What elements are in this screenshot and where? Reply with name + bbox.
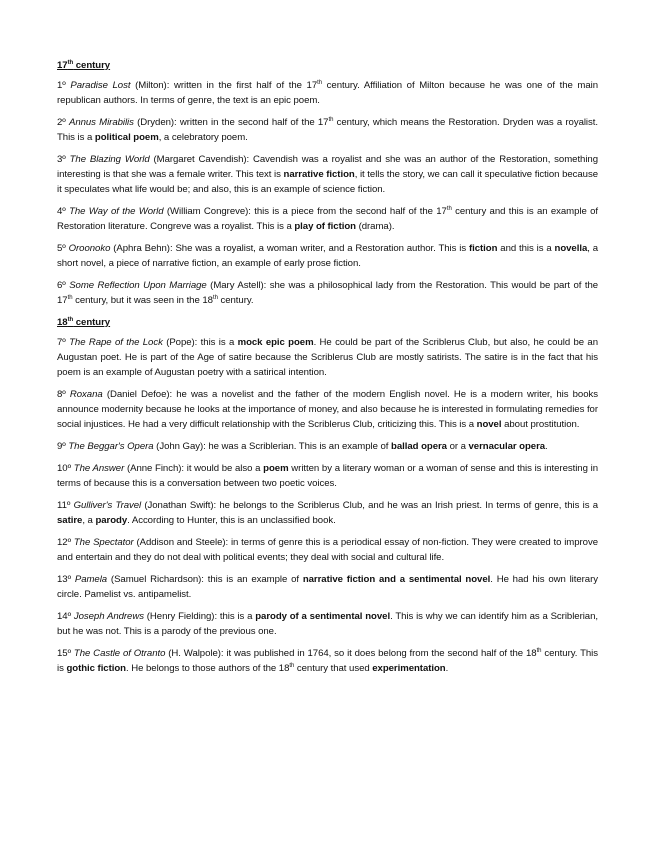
work-title: Paradise Lost <box>70 80 131 91</box>
ordinal-suffix: th <box>289 663 295 669</box>
text-run: 8º <box>57 389 70 400</box>
work-title: Some Reflection Upon Marriage <box>69 280 207 291</box>
text-run: 13º <box>57 574 75 585</box>
ordinal-suffix: th <box>446 206 452 212</box>
text-run: (drama). <box>355 221 395 232</box>
text-run: . He belongs to those authors of the 18 <box>125 663 290 674</box>
text-run: about prostitution. <box>501 419 580 430</box>
ordinal-suffix: th <box>536 648 542 654</box>
genre-term: experimentation <box>372 663 446 674</box>
ordinal-suffix: th <box>212 295 218 301</box>
list-item <box>57 152 598 197</box>
work-title: The Way of the World <box>69 206 164 217</box>
text-run: , a celebratory poem. <box>158 132 248 143</box>
text-run: (Pope): this is a <box>162 337 238 348</box>
genre-term: poem <box>263 463 289 474</box>
work-title: The Rape of the Lock <box>69 337 163 348</box>
list-item <box>57 498 598 528</box>
text-run: . According to Hunter, this is an unclassified book. <box>127 515 336 526</box>
text-run: 2º <box>57 117 69 128</box>
text-run: (Henry Fielding): this is a <box>143 611 256 622</box>
entry-list <box>57 335 598 676</box>
list-item <box>57 609 598 639</box>
list-item <box>57 278 598 308</box>
genre-term: fiction <box>468 243 498 254</box>
text-run: (Mary Astell): she was a philosophical lady from the Restoration. This would be part of the 17 <box>57 280 599 306</box>
list-item <box>57 387 598 432</box>
genre-term: political poem <box>94 132 159 143</box>
ordinal-suffix: th <box>67 60 74 66</box>
ordinal-suffix: th <box>317 80 323 86</box>
list-item <box>57 461 598 491</box>
ordinal-suffix: th <box>67 295 73 301</box>
work-title: Gulliver's Travel <box>73 500 142 511</box>
text-run: 17 <box>57 60 68 71</box>
section-18th-century <box>57 315 598 676</box>
genre-term: ballad opera <box>391 441 447 452</box>
section-heading <box>57 315 598 330</box>
genre-term: novel <box>476 419 502 430</box>
text-run: (John Gay): he was a Scriblerian. This is an example of <box>153 441 392 452</box>
text-run: century. Affiliation of Milton because he was one of the main republican authors. In terms of genre, the text is an epic poem. <box>57 80 599 106</box>
ordinal-suffix: th <box>328 117 334 123</box>
text-run: 12º <box>57 537 74 548</box>
text-run: (Margaret Cavendish): Cavendish was a royalist and she was an author of the Restoration, something interesting is that she was a female writer. This text is <box>57 154 598 180</box>
text-run: (Jonathan Swift): he belongs to the Scriblerus Club, and he was an Irish priest. In terms of genre, this is a <box>141 500 598 511</box>
list-item <box>57 241 598 271</box>
text-run: 10º <box>57 463 74 474</box>
text-run: 6º <box>57 280 70 291</box>
text-run: century <box>73 317 111 328</box>
text-run: (Anne Finch): it would be also a <box>124 463 264 474</box>
genre-term: narrative fiction <box>283 169 355 180</box>
list-item <box>57 115 598 145</box>
ordinal-suffix: th <box>67 317 74 323</box>
text-run: or a <box>446 441 469 452</box>
text-run: (William Congreve): this is a piece from the second half of the 17 <box>163 206 447 217</box>
genre-term: parody of a sentimental novel <box>255 611 391 622</box>
list-item <box>57 572 598 602</box>
text-run: century that used <box>294 663 373 674</box>
text-run: 15º <box>57 648 74 659</box>
genre-term: gothic fiction <box>66 663 126 674</box>
genre-term: play of fiction <box>294 221 356 232</box>
text-run: , it tells the story, we can call it speculative fiction because it speculates what life would be; and also, this is an example of science fiction. <box>57 169 598 195</box>
text-run: century, which means the Restoration. Dryden was a royalist. This is a <box>57 117 598 143</box>
text-run: 7º <box>57 337 70 348</box>
text-run: (Samuel Richardson): this is an example of <box>107 574 303 585</box>
work-title: Annus Mirabilis <box>68 117 134 128</box>
list-item <box>57 646 598 676</box>
text-run: 3º <box>57 154 70 165</box>
work-title: The Blazing World <box>69 154 150 165</box>
work-title: The Beggar's Opera <box>68 441 154 452</box>
text-run: (Addison and Steele): in terms of genre this is a periodical essay of non-fiction. They were created to improve and entertain and they do not deal with political events; they deal with social and cultural life. <box>57 537 598 563</box>
entry-list <box>57 78 598 308</box>
section-17th-century <box>57 58 598 308</box>
work-title: Joseph Andrews <box>73 611 144 622</box>
genre-term: novella <box>554 243 588 254</box>
text-run: . He could be part of the Scriblerus Club, but also, he could be an Augustan poet. He is part of the Age of satire because the Scriblerus Club are mostly satirists. The satire is in the fact that his poem is an example of Augustan poetry with a satirical intention. <box>57 337 598 378</box>
work-title: The Answer <box>73 463 125 474</box>
document-page <box>57 58 598 683</box>
genre-term: mock epic poem <box>237 337 314 348</box>
text-run: written by a literary woman or a woman of sense and this is interesting in terms of because this is a conversation between two poetic voices. <box>57 463 598 489</box>
text-run: and this is a <box>497 243 555 254</box>
section-heading <box>57 58 598 73</box>
list-item <box>57 78 598 108</box>
work-title: Pamela <box>74 574 108 585</box>
text-run: (Daniel Defoe): he was a novelist and the father of the modern English novel. He is a modern writer, his books announce modernity because he looks at the importance of money, and also because he is interested in formulating remedies for social injustices. He had a very difficult relationship with the Scriblerus Club, criticizing this. This is a <box>57 389 598 430</box>
text-run: (Milton): written in the first half of the 17 <box>130 80 318 91</box>
text-run: century. This is <box>57 648 598 674</box>
list-item <box>57 204 598 234</box>
text-run: century and this is an example of Restoration literature. Congreve was a royalist. This is a <box>57 206 598 232</box>
text-run: century <box>73 60 111 71</box>
work-title: The Spectator <box>73 537 134 548</box>
list-item <box>57 535 598 565</box>
text-run: century. <box>217 295 254 306</box>
text-run: , a <box>82 515 96 526</box>
genre-term: satire <box>57 515 83 526</box>
text-run: . <box>545 441 548 452</box>
work-title: Roxana <box>69 389 103 400</box>
text-run: . <box>445 663 449 674</box>
genre-term: narrative fiction and a sentimental novel <box>302 574 491 585</box>
text-run: 11º <box>57 500 74 511</box>
text-run: 18 <box>57 317 68 328</box>
work-title: Oroonoko <box>68 243 111 254</box>
list-item <box>57 335 598 380</box>
text-run: . This is why we can identify him as a Scriblerian, but he was not. This is a parody of the previous one. <box>57 611 598 637</box>
text-run: century, but it was seen in the 18 <box>72 295 213 306</box>
genre-term: parody <box>95 515 128 526</box>
genre-term: vernacular opera <box>468 441 546 452</box>
list-item <box>57 439 598 454</box>
text-run: (H. Walpole): it was published in 1764, so it does belong from the second half of the 18 <box>165 648 537 659</box>
text-run: 14º <box>57 611 74 622</box>
text-run: , a short novel, a piece of narrative fiction, an example of early prose fiction. <box>57 243 599 269</box>
text-run: . He had his own literary circle. Pamelist vs. antipamelist. <box>57 574 598 600</box>
work-title: The Castle of Otranto <box>73 648 166 659</box>
text-run: 9º <box>57 441 69 452</box>
text-run: (Dryden): written in the second half of the 17 <box>133 117 329 128</box>
text-run: (Aphra Behn): She was a royalist, a woman writer, and a Restoration author. This is <box>110 243 469 254</box>
text-run: 1º <box>57 80 71 91</box>
text-run: 5º <box>57 243 69 254</box>
text-run: 4º <box>57 206 70 217</box>
